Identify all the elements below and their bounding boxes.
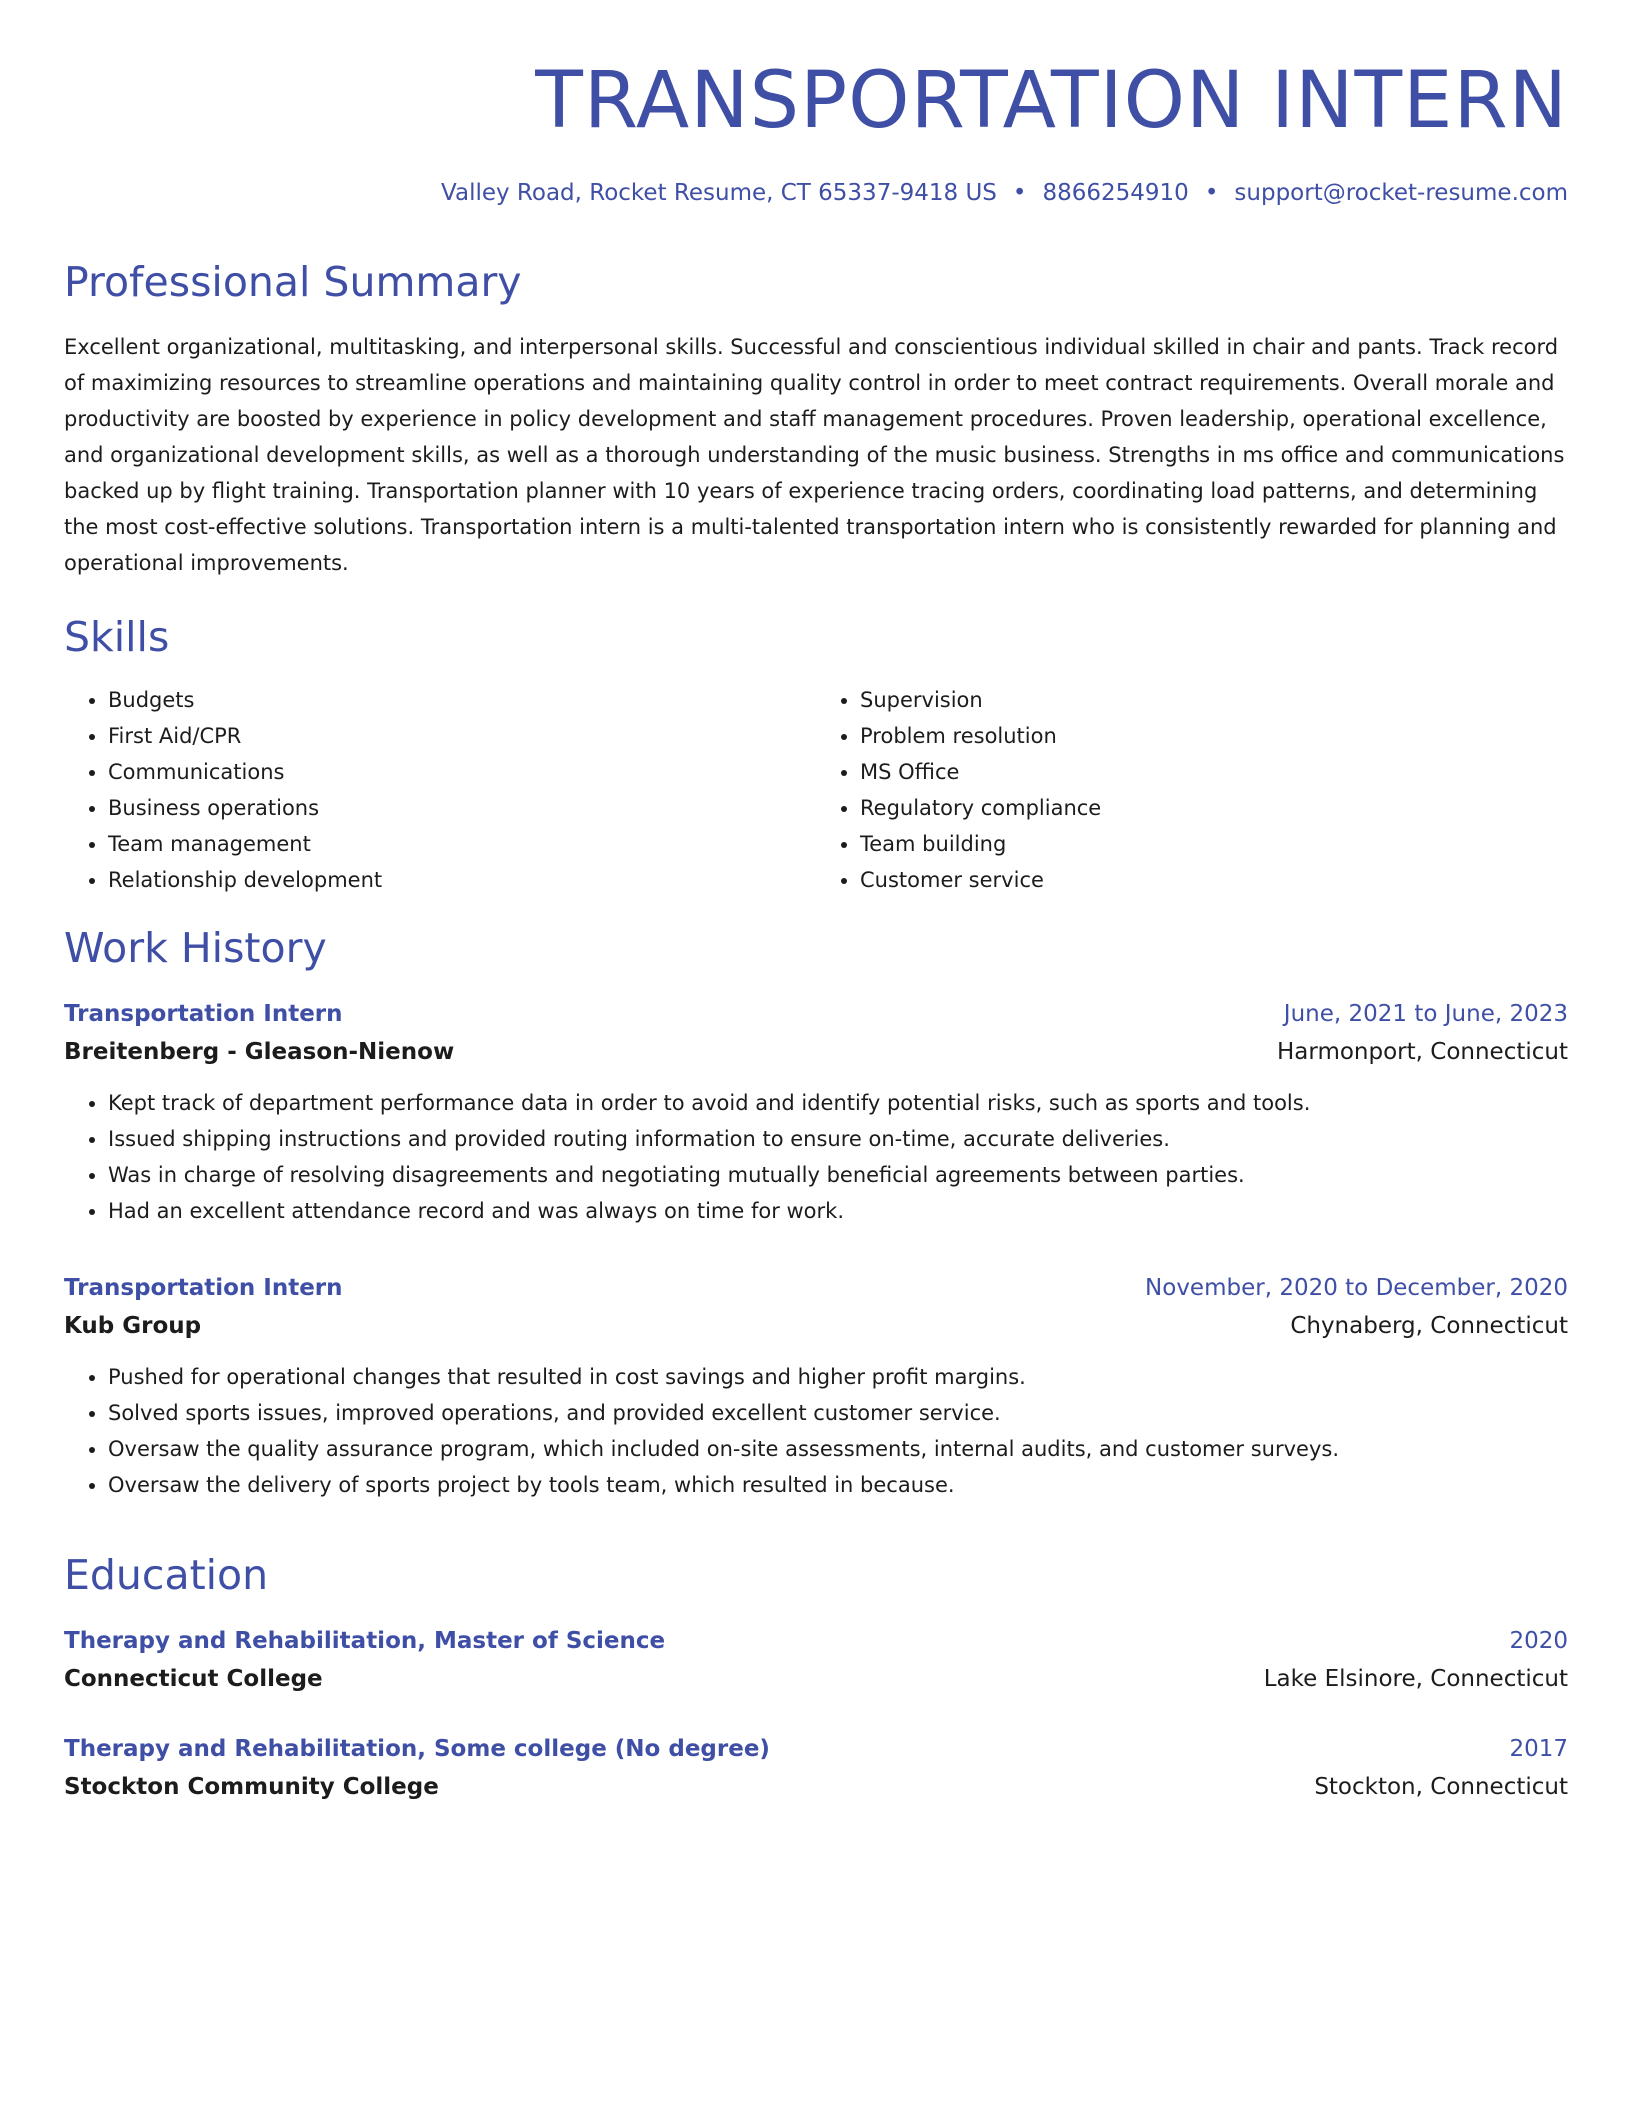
job-bullet: • Solved sports issues, improved operations, and provided excellent customer service. [108,1395,1568,1431]
skills-grid [64,682,1568,898]
job-dates: June, 2021 to June, 2023 [1283,1000,1568,1027]
education-school-row [64,1660,1568,1698]
contact-separator: • [1204,180,1219,206]
resume-title: TRANSPORTATION INTERN [535,56,1568,146]
work-heading: Work History [64,923,327,972]
job-location: Harmonport, Connecticut [1277,1038,1568,1065]
job-bullets [64,1359,1568,1503]
job-dates: November, 2020 to December, 2020 [1145,1274,1568,1301]
education-school: Stockton Community College [64,1773,439,1800]
skills-list-left [64,682,816,898]
job-role: Transportation Intern [64,1274,343,1301]
education-header-row [64,1730,1568,1768]
job-company: Kub Group [64,1312,202,1339]
education-heading: Education [64,1550,269,1599]
education-year: 2020 [1509,1627,1568,1654]
contact-address: Valley Road, Rocket Resume, CT 65337-9418 US [441,180,997,206]
job-header-row [64,995,1568,1033]
job-entry [64,995,1568,1229]
job-bullet: • Was in charge of resolving disagreements and negotiating mutually beneficial agreements between parties. [108,1157,1568,1193]
education-school: Connecticut College [64,1665,323,1692]
education-location: Lake Elsinore, Connecticut [1263,1665,1568,1692]
contact-phone: 8866254910 [1042,180,1189,206]
job-bullet: • Pushed for operational changes that resulted in cost savings and higher profit margins. [108,1359,1568,1395]
job-bullet: • Issued shipping instructions and provided routing information to ensure on-time, accurate deliveries. [108,1121,1568,1157]
job-header-row [64,1269,1568,1307]
job-bullet: • Kept track of department performance data in order to avoid and identify potential risks, such as sports and tools. [108,1085,1568,1121]
skill-item: • Communications [108,754,816,790]
education-location: Stockton, Connecticut [1314,1773,1568,1800]
skill-item: • Budgets [108,682,816,718]
skill-item: • Business operations [108,790,816,826]
skills-heading: Skills [64,612,170,661]
job-location: Chynaberg, Connecticut [1290,1312,1568,1339]
summary-text: Excellent organizational, multitasking, and interpersonal skills. Successful and conscientious individual skilled in chair and pants. Track record of maximizing resources to streamline operations and maintaining quality control in order to meet contract requirements. Overall morale and productivity are boosted by experience in policy development and staff management procedures. Proven leadership, operational excellence, and organizational development skills, as well as a thorough understanding of the music business. Strengths in ms office and communications backed up by flight training. Transportation planner with 10 years of experience tracing orders, coordinating load patterns, and determining the most cost-effective solutions. Transportation intern is a multi-talented transportation intern who is consistently rewarded for planning and operational improvements. [64,334,1565,575]
education-school-row [64,1768,1568,1806]
skills-list-right [816,682,1568,898]
education-entry [64,1730,1568,1806]
education-header-row [64,1622,1568,1660]
education-entry [64,1622,1568,1698]
summary-heading: Professional Summary [64,257,522,306]
education-degree: Therapy and Rehabilitation, Master of Science [64,1627,666,1654]
job-bullet: • Had an excellent attendance record and was always on time for work. [108,1193,1568,1229]
job-company-row [64,1307,1568,1345]
skill-item: • First Aid/CPR [108,718,816,754]
job-company: Breitenberg - Gleason-Nienow [64,1038,455,1065]
job-role: Transportation Intern [64,1000,343,1027]
contact-separator: • [1012,180,1027,206]
skill-item: • Problem resolution [860,718,1568,754]
education-year: 2017 [1509,1735,1568,1762]
skill-item: • Team management [108,826,816,862]
skill-item: • Relationship development [108,862,816,898]
contact-email: support@rocket-resume.com [1234,180,1568,206]
contact-line [64,180,1568,208]
skill-item: • Regulatory compliance [860,790,1568,826]
skill-item: • MS Office [860,754,1568,790]
education-degree: Therapy and Rehabilitation, Some college (No degree) [64,1735,770,1762]
job-bullet: • Oversaw the delivery of sports project by tools team, which resulted in because. [108,1467,1568,1503]
job-company-row [64,1033,1568,1071]
skill-item: • Supervision [860,682,1568,718]
job-bullet: • Oversaw the quality assurance program, which included on-site assessments, internal audits, and customer surveys. [108,1431,1568,1467]
job-bullets [64,1085,1568,1229]
skill-item: • Customer service [860,862,1568,898]
skill-item: • Team building [860,826,1568,862]
job-entry [64,1269,1568,1503]
